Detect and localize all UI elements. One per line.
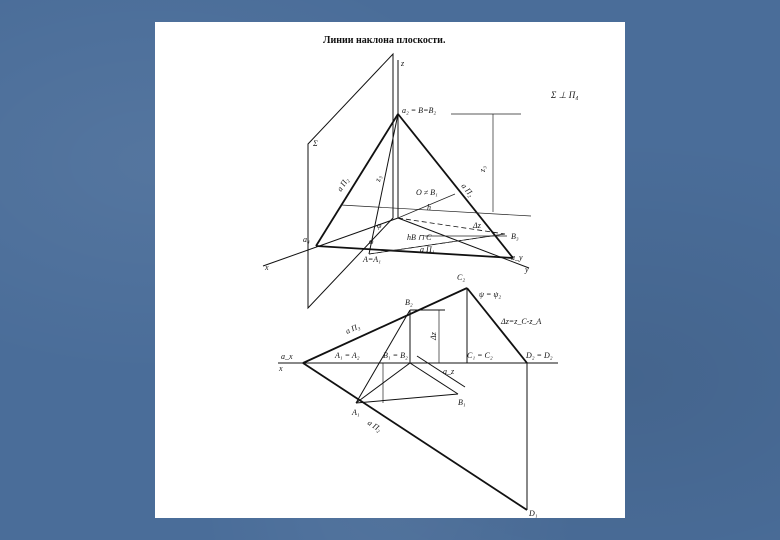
label-delta: Δz	[473, 221, 481, 230]
label-hb: hB ⊓ C	[407, 233, 432, 242]
dashed-line-1	[398, 218, 505, 234]
label-d2: D₂ = D₂	[526, 351, 553, 360]
label-b1-lower: B₁	[458, 398, 466, 407]
line-a1-b1	[356, 394, 458, 403]
label-api2-left: a Π₂	[335, 175, 351, 194]
horizontal-h	[341, 205, 531, 216]
label-y: y	[525, 265, 529, 274]
condition-label: Σ ⊥ Π₄	[551, 90, 579, 100]
label-api2-right: a Π₂	[459, 181, 476, 199]
label-b1: B₁ = B₂	[383, 351, 408, 360]
line-b-b1-parallel	[417, 356, 465, 387]
label-d1: D₁	[529, 509, 538, 518]
label-h: h	[427, 203, 431, 212]
label-a1: A=A₁	[363, 255, 381, 264]
label-z3: z₃	[478, 166, 487, 172]
slope-line	[369, 114, 398, 254]
label-c2: C₂	[457, 273, 466, 282]
label-api1: a Π₁	[420, 245, 435, 254]
label-dz: Δz=z_C-z_A	[501, 317, 542, 326]
label-ax-lower: a_x	[281, 352, 293, 361]
label-az-small: a_z	[443, 367, 455, 376]
label-b3: B₃	[511, 232, 519, 241]
label-phi: φ	[377, 221, 382, 230]
label-a2: A₁ = A₂	[335, 351, 360, 360]
label-a1-lower: A₁	[352, 408, 360, 417]
horizontal-trace	[303, 363, 527, 510]
label-o-b: O ≠ B₁	[416, 188, 438, 197]
label-phi2: φ	[369, 237, 374, 246]
page-title: Линии наклона плоскости.	[323, 35, 446, 46]
label-z: z	[401, 59, 405, 68]
label-az2: Δz	[429, 332, 438, 340]
label-x-lower: x	[279, 364, 283, 373]
label-api2-lower: a Π₂	[365, 418, 384, 434]
trace-line-base	[316, 246, 513, 258]
document-sheet	[155, 22, 625, 518]
label-az-b: a₂ = B=B₂	[402, 106, 437, 115]
label-b2: B₂	[405, 298, 413, 307]
label-z3-small: z₃	[373, 174, 383, 183]
label-c1: C₁ = C₂	[467, 351, 493, 360]
descriptive-geometry-diagram	[155, 22, 625, 518]
label-ax: a₄	[303, 235, 310, 244]
axis-y	[398, 218, 529, 268]
label-psi: ψ = ψ₂	[479, 290, 502, 299]
label-sigma: Σ	[313, 139, 318, 148]
label-x: x	[265, 263, 269, 272]
label-ay: a_y	[511, 253, 523, 262]
label-api3: a Π₃	[344, 321, 362, 336]
